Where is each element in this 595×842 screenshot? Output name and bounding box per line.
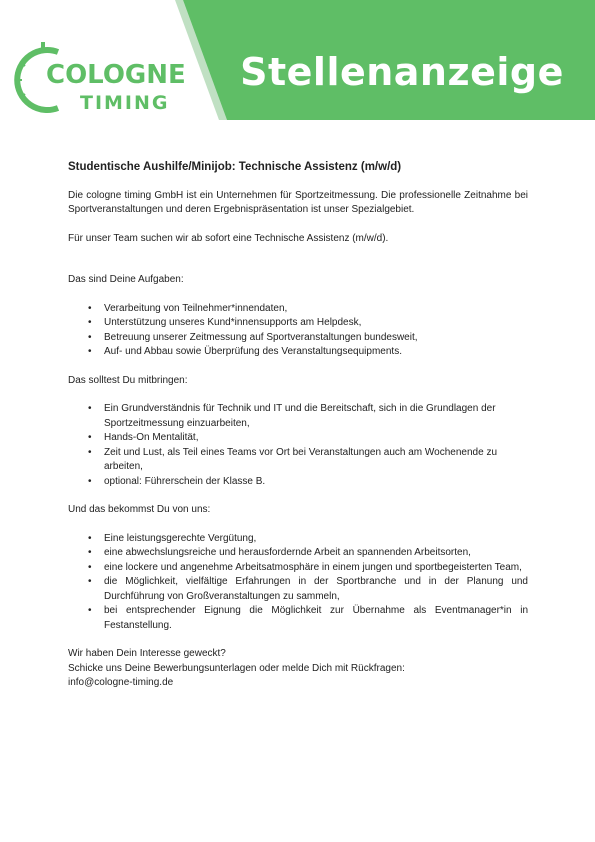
list-item: • eine abwechslungsreiche und herausfordernde Arbeit an spannenden Arbeitsorten, (104, 546, 528, 561)
list-item: • Auf- und Abbau sowie Überprüfung des Veranstaltungsequipments. (104, 345, 528, 360)
contact-email: info@cologne-timing.de (68, 677, 174, 688)
tasks-list (68, 302, 528, 360)
company-intro: Die cologne timing GmbH ist ein Unternehmen für Sportzeitmessung. Die professionelle Zeitnahme bei Sportveranstaltungen und deren Ergebnispräsentation ist unser Spezialgebiet. (68, 189, 528, 215)
list-item: • optional: Führerschein der Klasse B. (104, 475, 528, 490)
company-logo (12, 40, 192, 118)
list-item: • Zeit und Lust, als Teil eines Teams vor Ort bei Veranstaltungen auch am Wochenende zu arbeiten, (104, 446, 528, 475)
tasks-heading: Das sind Deine Aufgaben: (68, 274, 184, 285)
list-item: • Betreuung unserer Zeitmessung auf Sportveranstaltungen bundesweit, (104, 331, 528, 346)
list-item: • Eine leistungsgerechte Vergütung, (104, 532, 528, 547)
logo-wordmark-timing: TIMING (80, 92, 170, 114)
list-item: • bei entsprechender Eignung die Möglichkeit zur Übernahme als Eventmanager*in in Festanstellung. (104, 604, 528, 633)
list-item: • Hands-On Mentalität, (104, 431, 528, 446)
logo-wordmark-cologne: COLOGNE (46, 60, 186, 90)
requirements-list (68, 402, 528, 489)
search-statement: Für unser Team suchen wir ab sofort eine Technische Assistenz (m/w/d). (68, 232, 389, 244)
benefits-list (68, 532, 528, 634)
list-item: • Verarbeitung von Teilnehmer*innendaten, (104, 302, 528, 317)
closing-instruction: Schicke uns Deine Bewerbungsunterlagen oder melde Dich mit Rückfragen: (68, 662, 405, 674)
requirements-heading: Das solltest Du mitbringen: (68, 374, 188, 386)
benefits-heading: Und das bekommst Du von uns: (68, 504, 211, 515)
list-item: • die Möglichkeit, vielfältige Erfahrungen in der Sportbranche und in der Planung und Durchführung von Großveranstaltungen zu sammeln, (104, 575, 528, 604)
page-title: Stellenanzeige (240, 50, 564, 94)
list-item: • Ein Grundverständnis für Technik und IT und die Bereitschaft, sich in die Grundlagen der Sportzeitmessung einzuarbeiten, (104, 402, 528, 431)
job-title: Studentische Aushilfe/Minijob: Technische Assistenz (m/w/d) (68, 161, 402, 173)
job-posting-body (68, 160, 528, 691)
closing-question: Wir haben Dein Interesse geweckt? (68, 648, 226, 659)
list-item: • Unterstützung unseres Kund*innensupports am Helpdesk, (104, 316, 528, 331)
list-item: • eine lockere und angenehme Arbeitsatmosphäre in einem jungen und sportbegeisterten Team, (104, 561, 528, 576)
